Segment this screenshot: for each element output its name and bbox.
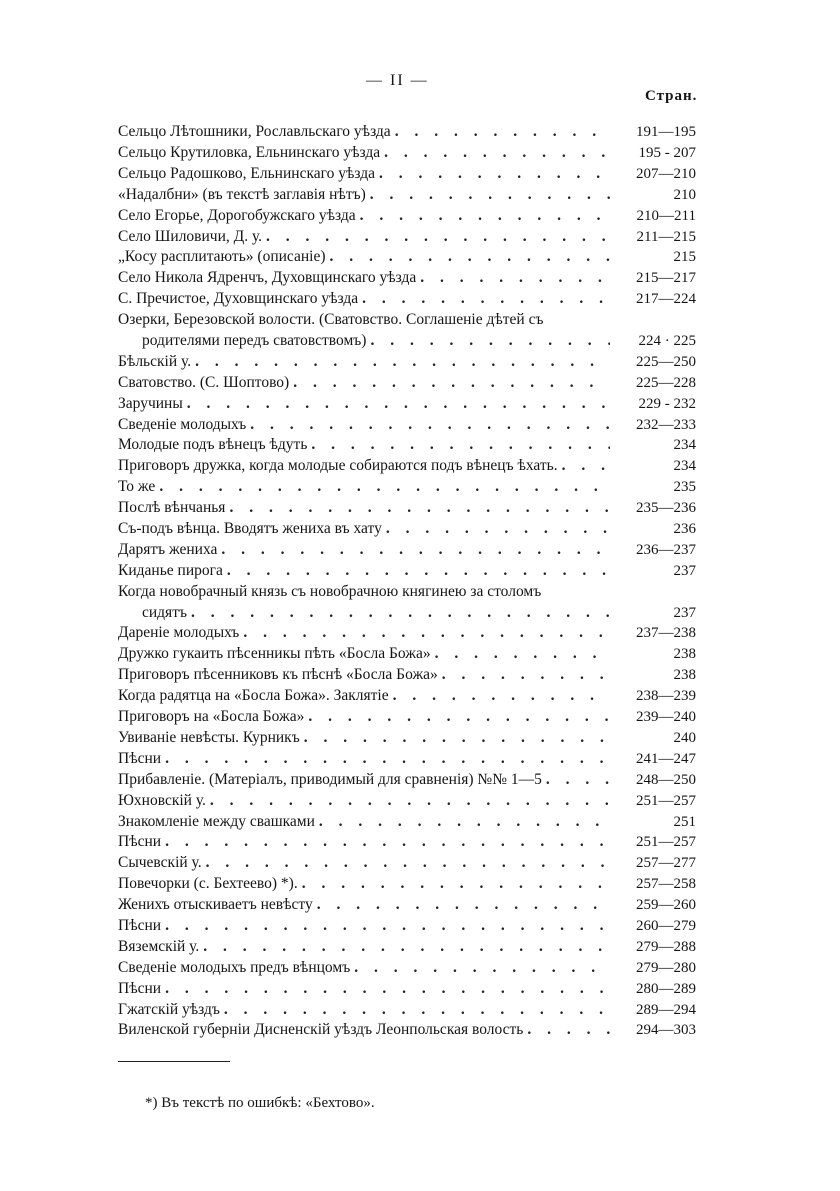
- toc-entry: [118, 498, 696, 519]
- toc-entry-title: Село Шиловичи, Д. у.: [118, 227, 263, 245]
- toc-entry-pages: 211—215: [636, 228, 696, 245]
- toc-entry-pages: 289—294: [636, 1001, 696, 1018]
- toc-entry-title: Вяземскій у.: [118, 937, 200, 955]
- toc-entry: [118, 435, 696, 456]
- toc-entry-title: Пѣсни: [118, 916, 162, 934]
- toc-entry-pages: 232—233: [636, 416, 696, 433]
- toc-entry-pages: 238: [673, 646, 696, 663]
- dot-leader: [243, 623, 610, 644]
- toc-entry: [118, 812, 696, 833]
- toc-entry-pages: 238: [673, 667, 696, 684]
- dot-leader: [546, 770, 610, 791]
- toc-entry-pages: 235—236: [636, 500, 696, 517]
- dot-leader: [293, 373, 610, 394]
- toc-entry-pages: 195 - 207: [638, 145, 696, 161]
- toc-entry: [118, 164, 696, 185]
- toc-entry: [118, 477, 696, 498]
- dot-leader: [229, 498, 610, 519]
- toc-entry-pages: 236—237: [636, 541, 696, 558]
- toc-entry-title: „Косу расплитають» (описаніе): [118, 248, 326, 266]
- dot-leader: [317, 895, 610, 916]
- toc-entry-pages: 257—258: [636, 876, 696, 893]
- toc-entry-pages: 210: [673, 186, 696, 203]
- toc-entry-title: Заручины: [118, 394, 183, 412]
- dot-leader: [330, 247, 611, 268]
- toc-entry: [118, 1020, 696, 1041]
- toc-entry-pages: 239—240: [636, 709, 696, 726]
- toc-entry: [118, 143, 696, 164]
- toc-entry: [118, 185, 696, 206]
- dot-leader: [304, 728, 610, 749]
- toc-entry: [118, 519, 696, 540]
- toc-entry-pages: 191—195: [636, 124, 696, 140]
- toc-entry-pages: 237: [673, 604, 696, 621]
- dot-leader: [319, 812, 610, 833]
- toc-entry-title: Дарятъ жениха: [118, 540, 218, 558]
- toc-entry-title: Знакомленіе между свашками: [118, 812, 315, 830]
- dot-leader: [360, 206, 610, 227]
- toc-entry-pages: 241—247: [636, 750, 696, 767]
- toc-entry-title: Сычевскій у.: [118, 854, 202, 872]
- toc-entry: [118, 707, 696, 728]
- footnote-rule: [118, 1061, 230, 1062]
- toc-entry-title: Дареніе молодыхъ: [118, 624, 240, 642]
- toc-entry-pages: 225—228: [636, 374, 696, 391]
- toc-entry-title: То же: [118, 478, 156, 496]
- dot-leader: [302, 874, 610, 895]
- toc-entry-pages: 260—279: [636, 917, 696, 934]
- toc-entry: [118, 394, 696, 415]
- toc-entry-pages: 280—289: [636, 980, 696, 997]
- toc-entry: [118, 247, 696, 268]
- toc-entry-title: Приговоръ пѣсенниковъ къ пѣснѣ «Босла Божа»: [118, 666, 438, 684]
- dot-leader: [221, 540, 610, 561]
- dot-leader: [165, 832, 610, 853]
- toc-entry-title: Сельцо Крутиловка, Ельнинскаго уѣзда: [118, 144, 381, 161]
- dot-leader: [159, 477, 610, 498]
- toc-entry-title: Пѣсни: [118, 833, 162, 851]
- dot-leader: [224, 1000, 610, 1021]
- dot-leader: [384, 143, 610, 164]
- toc-entry-title: С. Пречистое, Духовщинскаго уѣзда: [118, 290, 359, 308]
- toc-entry: [118, 540, 696, 561]
- dot-leader: [308, 707, 610, 728]
- dot-leader: [165, 979, 610, 1000]
- toc-entry-pages: 251—257: [636, 792, 696, 809]
- dot-leader: [165, 749, 610, 770]
- toc-entry: [118, 310, 696, 331]
- toc-entry: [118, 1000, 696, 1021]
- toc-entry-pages: 225—250: [636, 353, 696, 370]
- toc-entry: [118, 644, 696, 665]
- toc-entry-title: Бѣльскій у.: [118, 352, 192, 370]
- toc-entry-pages: 251: [673, 813, 696, 830]
- dot-leader: [354, 958, 610, 979]
- toc-entry-title: Повечорки (с. Бехтеево) *).: [118, 875, 298, 893]
- toc-entry-title: Село Егорье, Дорогобужскаго уѣзда: [118, 206, 356, 224]
- toc-entry-pages: 279—280: [636, 959, 696, 976]
- toc-entry-title: Молодые подъ вѣнецъ ѣдуть: [118, 436, 308, 454]
- toc-entry-title: Сведеніе молодыхъ предъ вѣнцомъ: [118, 958, 351, 976]
- dot-leader: [370, 331, 610, 352]
- toc-entry-title: Сватовство. (С. Шоптово): [118, 373, 290, 391]
- dot-leader: [187, 394, 610, 415]
- table-of-contents: [118, 121, 696, 1041]
- toc-entry: [118, 979, 696, 1000]
- toc-entry-title: Сельцо Лѣтошники, Рославльскаго уѣзда: [118, 123, 391, 140]
- dot-leader: [393, 686, 610, 707]
- page-header: [0, 72, 840, 104]
- dot-leader: [386, 519, 610, 540]
- toc-entry: [118, 770, 696, 791]
- toc-entry-title: Юхновскій у.: [118, 791, 206, 809]
- toc-entry-pages: 237: [673, 562, 696, 579]
- footnote: *) Въ текстѣ по ошибкѣ: «Бехтово».: [145, 1095, 375, 1111]
- toc-entry: [118, 832, 696, 853]
- dot-leader: [562, 456, 610, 477]
- toc-entry-title: Пѣсни: [118, 749, 162, 767]
- toc-entry: [118, 895, 696, 916]
- toc-entry: [118, 686, 696, 707]
- toc-entry-pages: 238—239: [636, 688, 696, 705]
- toc-entry-title: Сельцо Радошково, Ельнинскаго уѣзда: [118, 164, 375, 182]
- toc-entry: [118, 791, 696, 812]
- toc-entry-pages: 251—257: [636, 834, 696, 851]
- toc-entry-title: Пѣсни: [118, 979, 162, 997]
- toc-entry: [118, 749, 696, 770]
- dot-leader: [210, 791, 610, 812]
- toc-entry: [118, 206, 696, 227]
- toc-entry: [118, 121, 696, 143]
- dot-leader: [370, 185, 610, 206]
- toc-entry-pages: 237—238: [636, 625, 696, 642]
- dot-leader: [420, 268, 610, 289]
- toc-entry: [118, 958, 696, 979]
- toc-entry-title: Приговоръ дружка, когда молодые собираются подъ вѣнецъ ѣхать.: [118, 457, 558, 475]
- toc-entry: [118, 665, 696, 686]
- toc-entry-pages: 207—210: [636, 165, 696, 182]
- toc-entry: [118, 456, 696, 477]
- dot-leader: [195, 352, 610, 373]
- toc-entry: [118, 937, 696, 958]
- dot-leader: [250, 415, 610, 436]
- toc-entry-pages: 215: [673, 249, 696, 266]
- toc-entry-title: Прибавленіе. (Матеріалъ, приводимый для сравненія) №№ 1—5: [118, 770, 542, 788]
- toc-entry: [118, 623, 696, 644]
- toc-entry: [118, 352, 696, 373]
- toc-entry-pages: 240: [673, 729, 696, 746]
- dot-leader: [227, 561, 610, 582]
- toc-entry-title: сидятъ: [142, 603, 187, 621]
- dot-leader: [395, 121, 610, 143]
- toc-entry: [118, 415, 696, 436]
- page-number: — II —: [366, 72, 429, 89]
- toc-entry-pages: 217—224: [636, 291, 696, 308]
- dot-leader: [379, 164, 610, 185]
- toc-entry-pages: 234: [673, 437, 696, 454]
- toc-entry-pages: 224 · 225: [638, 333, 696, 350]
- dot-leader: [206, 853, 610, 874]
- toc-entry: [118, 268, 696, 289]
- dot-leader: [165, 916, 610, 937]
- toc-entry-pages: 257—277: [636, 855, 696, 872]
- toc-entry-pages: 294—303: [636, 1022, 696, 1039]
- toc-entry-pages: 229 - 232: [638, 395, 696, 412]
- toc-entry-title: Женихъ отыскиваетъ невѣсту: [118, 896, 313, 914]
- toc-entry-title: Сведеніе молодыхъ: [118, 415, 247, 433]
- toc-entry-title: Озерки, Березовской волости. (Сватовство. Соглашеніе дѣтей съ: [118, 311, 544, 329]
- toc-entry: [118, 728, 696, 749]
- toc-entry-title: «Надалбни» (въ текстѣ заглавія нѣтъ): [118, 185, 366, 203]
- dot-leader: [527, 1020, 610, 1041]
- toc-entry-title: Село Никола Ядренчъ, Духовщинскаго уѣзда: [118, 269, 417, 287]
- toc-entry-pages: 279—288: [636, 938, 696, 955]
- pages-column-label: Стран.: [645, 88, 698, 104]
- dot-leader: [203, 937, 610, 958]
- dot-leader: [435, 644, 610, 665]
- toc-entry: [118, 853, 696, 874]
- toc-entry-pages: 236: [673, 521, 696, 538]
- toc-entry-pages: 215—217: [636, 270, 696, 287]
- toc-entry-title: Приговоръ на «Босла Божа»: [118, 708, 305, 726]
- dot-leader: [191, 603, 610, 624]
- toc-entry: [118, 331, 696, 352]
- toc-entry-title: Когда новобрачный князь съ новобрачною княгинею за столомъ: [118, 582, 542, 600]
- toc-entry-title: Послѣ вѣнчанья: [118, 499, 226, 517]
- dot-leader: [362, 289, 610, 310]
- toc-entry-title: Когда радятца на «Босла Божа». Заклятіе: [118, 687, 389, 705]
- toc-entry: [118, 874, 696, 895]
- toc-entry-title: родителями передъ сватовствомъ): [142, 332, 367, 350]
- dot-leader: [266, 227, 610, 248]
- toc-entry-title: Киданье пирога: [118, 561, 223, 579]
- toc-entry-pages: 235: [673, 479, 696, 496]
- toc-entry: [118, 916, 696, 937]
- toc-entry: [118, 582, 696, 603]
- toc-entry-title: Дружко гукаить пѣсенникы пѣть «Босла Божа»: [118, 645, 431, 663]
- toc-entry-title: Гжатскій уѣздъ: [118, 1000, 220, 1018]
- toc-entry-pages: 234: [673, 458, 696, 475]
- toc-entry-title: Съ-подъ вѣнца. Вводятъ жениха въ хату: [118, 520, 382, 538]
- toc-entry-title: Увиваніе невѣсты. Курникъ: [118, 728, 300, 746]
- toc-entry-title: Виленской губерніи Дисненскій уѣздъ Леонпольская волость: [118, 1021, 524, 1039]
- dot-leader: [442, 665, 610, 686]
- dot-leader: [311, 435, 610, 456]
- toc-entry-pages: 210—211: [636, 207, 696, 224]
- toc-entry: [118, 561, 696, 582]
- toc-entry: [118, 373, 696, 394]
- toc-entry: [118, 227, 696, 248]
- toc-entry-pages: 259—260: [636, 897, 696, 914]
- toc-entry: [118, 603, 696, 624]
- toc-entry-pages: 248—250: [636, 771, 696, 788]
- toc-entry: [118, 289, 696, 310]
